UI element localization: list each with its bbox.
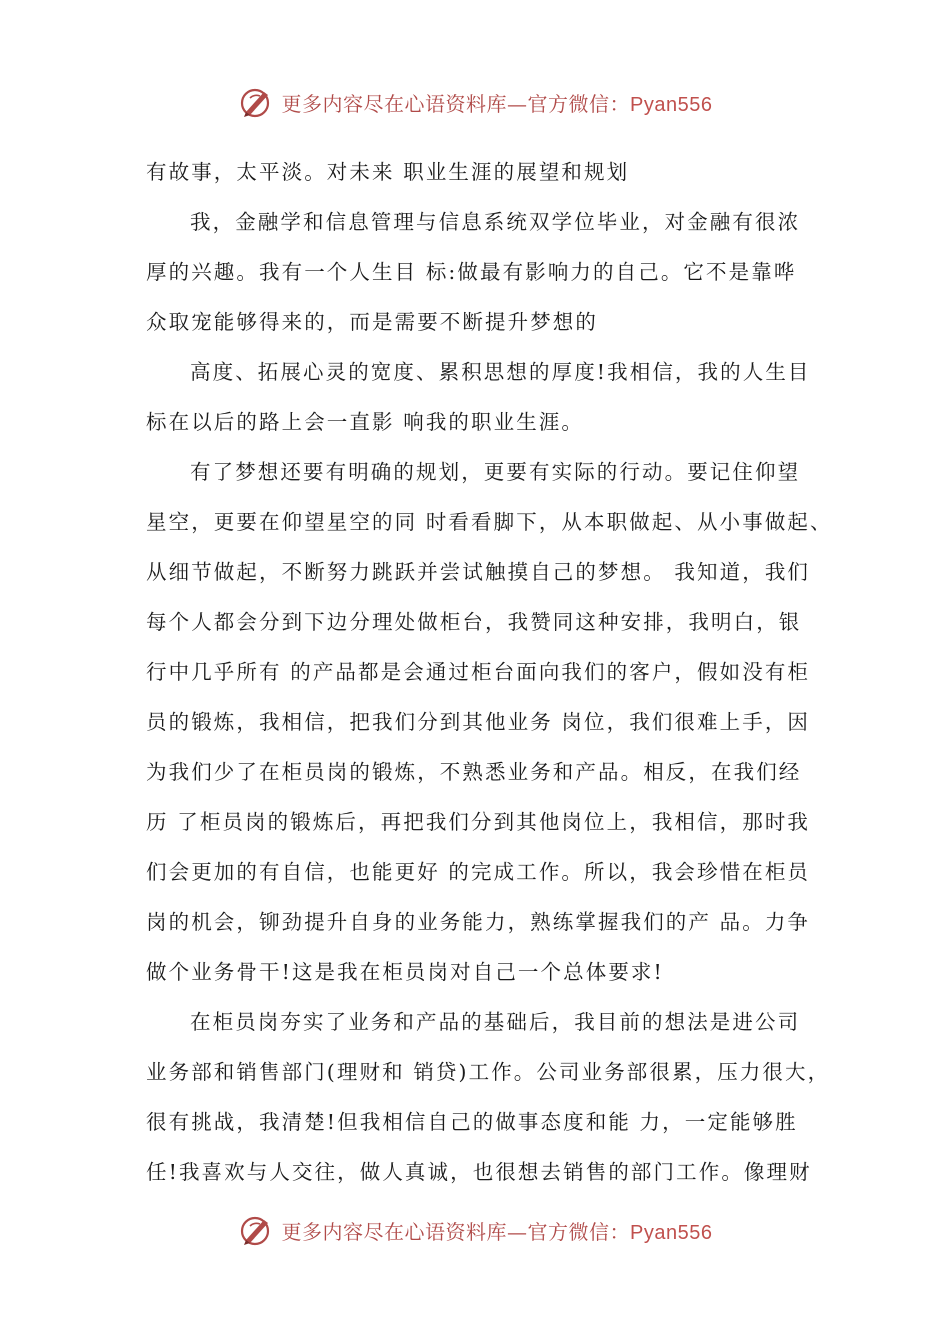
body-line: 众取宠能够得来的，而是需要不断提升梦想的 xyxy=(146,310,598,334)
header-text: 更多内容尽在心语资料库—官方微信：Pyan556 xyxy=(281,91,713,116)
body-line: 高度、拓展心灵的宽度、累积思想的厚度!我相信，我的人生目 xyxy=(190,360,811,384)
body-line: 厚的兴趣。我有一个人生目 标:做最有影响力的自己。它不是靠哗 xyxy=(146,260,797,284)
body-line: 在柜员岗夯实了业务和产品的基础后，我目前的想法是进公司 xyxy=(190,1010,801,1034)
body-line: 星空，更要在仰望星空的同 时看看脚下，从本职做起、从小事做起、 xyxy=(146,510,833,534)
body-line: 历 了柜员岗的锻炼后，再把我们分到其他岗位上，我相信，那时我 xyxy=(146,810,811,834)
footer-banner xyxy=(0,1210,950,1250)
body-line: 我，金融学和信息管理与信息系统双学位毕业，对金融有很浓 xyxy=(190,210,801,234)
header-wechat-id: Pyan556 xyxy=(630,93,713,116)
body-line: 标在以后的路上会一直影 响我的职业生涯。 xyxy=(146,410,585,434)
body-line: 员的锻炼，我相信，把我们分到其他业务 岗位，我们很难上手，因 xyxy=(146,710,811,734)
body-line: 行中几乎所有 的产品都是会通过柜台面向我们的客户，假如没有柜 xyxy=(146,660,811,684)
body-line: 有故事，太平淡。对未来 职业生涯的展望和规划 xyxy=(146,160,630,184)
body-line: 做个业务骨干!这是我在柜员岗对自己一个总体要求! xyxy=(146,960,664,984)
body-line: 从细节做起，不断努力跳跃并尝试触摸自己的梦想。 我知道，我们 xyxy=(146,560,811,584)
body-line: 岗的机会，铆劲提升自身的业务能力，熟练掌握我们的产 品。力争 xyxy=(146,910,811,934)
body-line: 很有挑战，我清楚!但我相信自己的做事态度和能 力，一定能够胜 xyxy=(146,1110,798,1134)
header-banner xyxy=(0,82,950,122)
body-line: 有了梦想还要有明确的规划，更要有实际的行动。要记住仰望 xyxy=(190,460,801,484)
body-line: 业务部和销售部门(理财和 销贷)工作。公司业务部很累，压力很大， xyxy=(146,1060,831,1084)
body-line: 任!我喜欢与人交往，做人真诚，也很想去销售的部门工作。像理财 xyxy=(146,1160,812,1184)
body-line: 每个人都会分到下边分理处做柜台，我赞同这种安排，我明白，银 xyxy=(146,610,802,634)
pen-logo-icon xyxy=(238,84,274,120)
footer-wechat-id: Pyan556 xyxy=(630,1221,713,1244)
body-line: 为我们少了在柜员岗的锻炼，不熟悉业务和产品。相反，在我们经 xyxy=(146,760,802,784)
pen-logo-icon xyxy=(238,1212,274,1248)
document-body xyxy=(146,147,833,1197)
body-line: 们会更加的有自信，也能更好 的完成工作。所以，我会珍惜在柜员 xyxy=(146,860,811,884)
footer-text: 更多内容尽在心语资料库—官方微信：Pyan556 xyxy=(281,1219,713,1244)
